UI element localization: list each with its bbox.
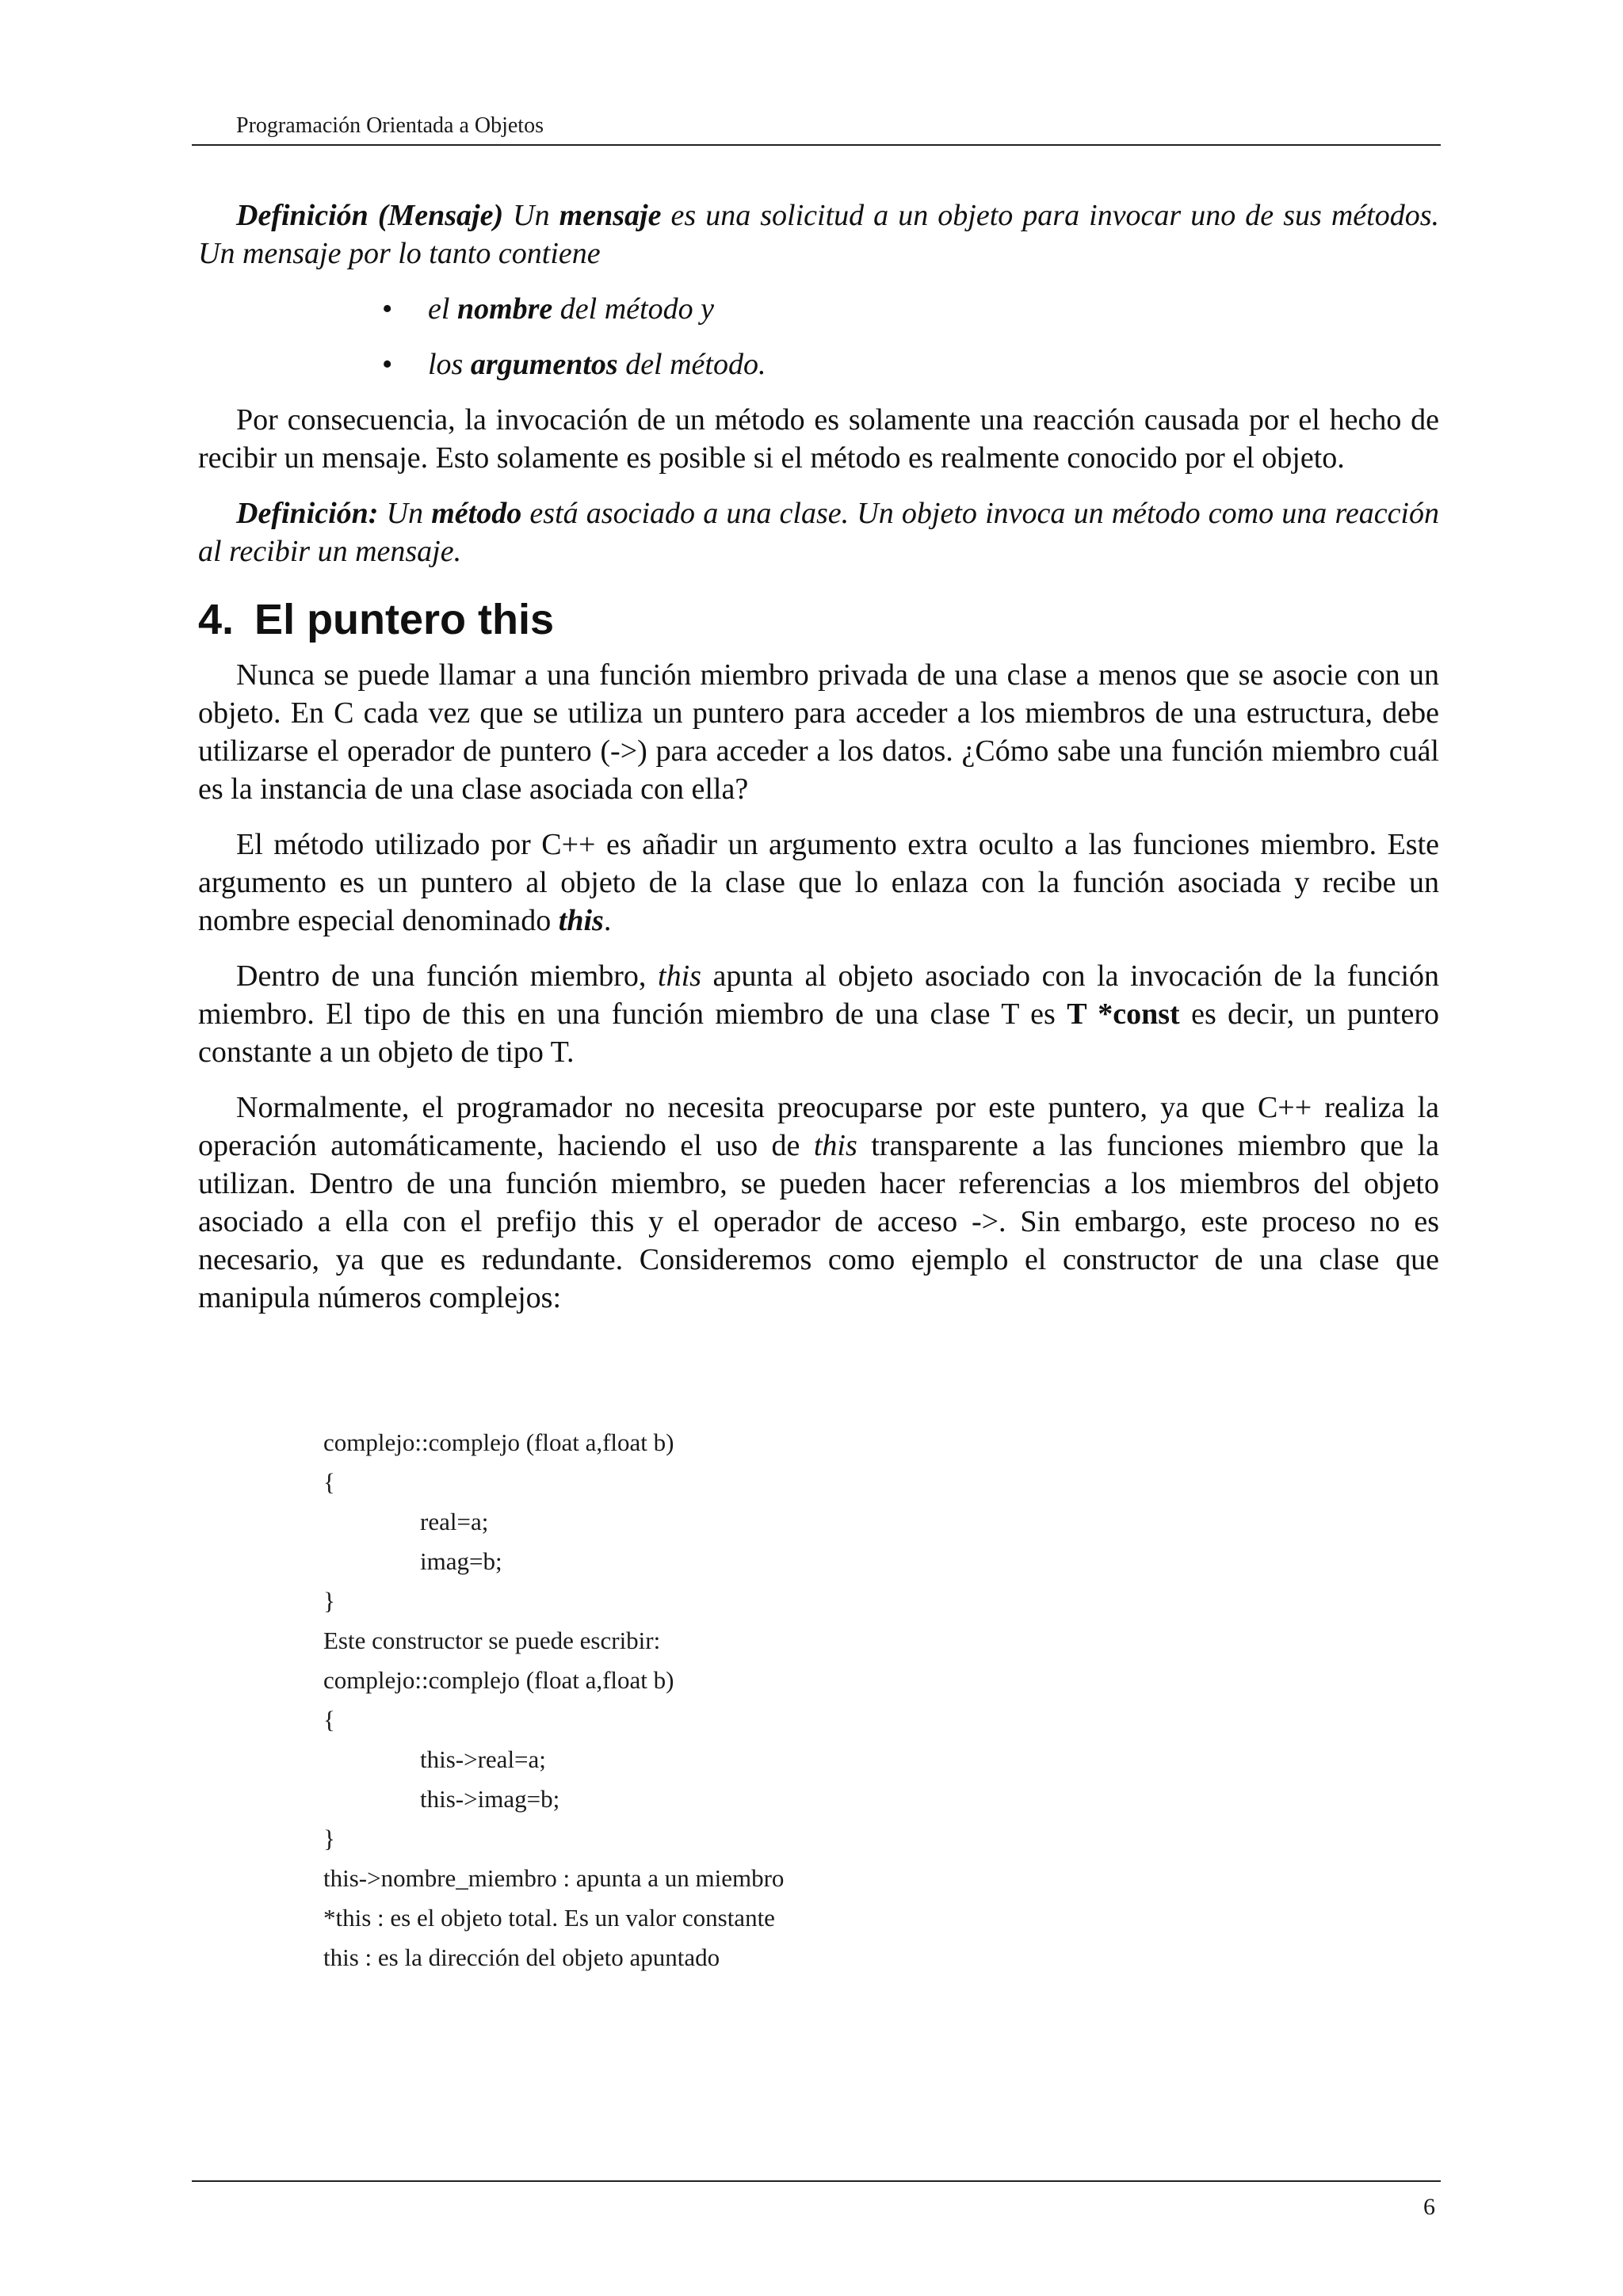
definition-method: Definición: Un método está asociado a una clase. Un objeto invoca un método como una reacción al recibir un mensaje. bbox=[198, 497, 1439, 568]
paragraph-metodo: El método utilizado por C++ es añadir un argumento extra oculto a las funciones miembro. Este argumento es un puntero al objeto de la clase que lo enlaza con la función asociada y recibe un nombre especial denominado this. bbox=[198, 828, 1439, 937]
running-header: Programación Orientada a Objetos bbox=[236, 113, 544, 138]
code-example bbox=[323, 1423, 1195, 1978]
definition-message: Definición (Mensaje) Un mensaje es una solicitud a un objeto para invocar uno de sus métodos. Un mensaje por lo tanto contiene bbox=[198, 199, 1439, 270]
page-number: 6 bbox=[1423, 2194, 1435, 2220]
footer-divider bbox=[192, 2180, 1441, 2182]
code-line: complejo::complejo (float a,float b) bbox=[323, 1428, 674, 1456]
code-line: this->nombre_miembro : apunta a un miembro bbox=[323, 1864, 785, 1892]
definition-method-term: Definición: bbox=[236, 497, 379, 530]
code-line: } bbox=[323, 1587, 335, 1615]
paragraph-consecuencia: Por consecuencia, la invocación de un método es solamente una reacción causada por el hecho de recibir un mensaje. Esto solamente es posible si el método es realmente conocido por el objeto. bbox=[198, 403, 1439, 475]
bullet-icon: • bbox=[382, 348, 393, 381]
code-line: { bbox=[323, 1706, 335, 1733]
code-line: Este constructor se puede escribir: bbox=[323, 1627, 661, 1654]
emphasis-this: this bbox=[558, 904, 604, 937]
code-line: { bbox=[323, 1468, 335, 1496]
term-mensaje: mensaje bbox=[559, 199, 662, 232]
paragraph-nunca: Nunca se puede llamar a una función miembro privada de una clase a menos que se asocie con un objeto. En C cada vez que se utiliza un puntero para acceder a los miembros de una estructura, debe utilizarse el operador de puntero (->) para acceder a los datos. ¿Cómo sabe una función miembro cuál es la instancia de una clase asociada con ella? bbox=[198, 658, 1439, 806]
term-metodo: método bbox=[431, 497, 522, 530]
section-heading bbox=[198, 594, 1439, 645]
list-item: • los argumentos del método. bbox=[382, 345, 1439, 383]
emphasis-this: this bbox=[658, 959, 701, 993]
definition-message-term: Definición (Mensaje) bbox=[236, 199, 504, 232]
paragraph-dentro: Dentro de una función miembro, this apunta al objeto asociado con la invocación de la función miembro. El tipo de this en una función miembro de una clase T es T *const es decir, un puntero constante a un objeto de tipo T. bbox=[198, 959, 1439, 1069]
code-line: this : es la dirección del objeto apuntado bbox=[323, 1943, 720, 1971]
code-line: real=a; bbox=[420, 1508, 489, 1535]
header-divider bbox=[192, 144, 1441, 146]
code-line: this->imag=b; bbox=[420, 1785, 560, 1813]
code-line: *this : es el objeto total. Es un valor constante bbox=[323, 1904, 775, 1932]
emphasis-this: this bbox=[813, 1129, 857, 1162]
code-line: this->real=a; bbox=[420, 1745, 546, 1773]
code-line: } bbox=[323, 1825, 335, 1852]
bullet-icon: • bbox=[382, 292, 393, 326]
code-line: complejo::complejo (float a,float b) bbox=[323, 1666, 674, 1694]
message-contents-list bbox=[382, 290, 1439, 383]
code-line: imag=b; bbox=[420, 1547, 502, 1575]
section-title: El puntero this bbox=[254, 596, 555, 643]
list-item: • el nombre del método y bbox=[382, 290, 1439, 328]
section-number: 4. bbox=[198, 596, 235, 643]
paragraph-normalmente: Normalmente, el programador no necesita preocuparse por este puntero, ya que C++ realiza la operación automáticamente, haciendo el uso de this transparente a las funciones miembro que la utilizan. Dentro de una función miembro, se pueden hacer referencias a los miembros del objeto asociado a ella con el prefijo this y el operador de acceso ->. Sin embargo, este proceso no es necesario, ya que es redundante. Consideremos como ejemplo el constructor de una clase que manipula números complejos: bbox=[198, 1091, 1439, 1314]
type-t-const: T *const bbox=[1067, 997, 1180, 1031]
page-body bbox=[198, 196, 1439, 1334]
